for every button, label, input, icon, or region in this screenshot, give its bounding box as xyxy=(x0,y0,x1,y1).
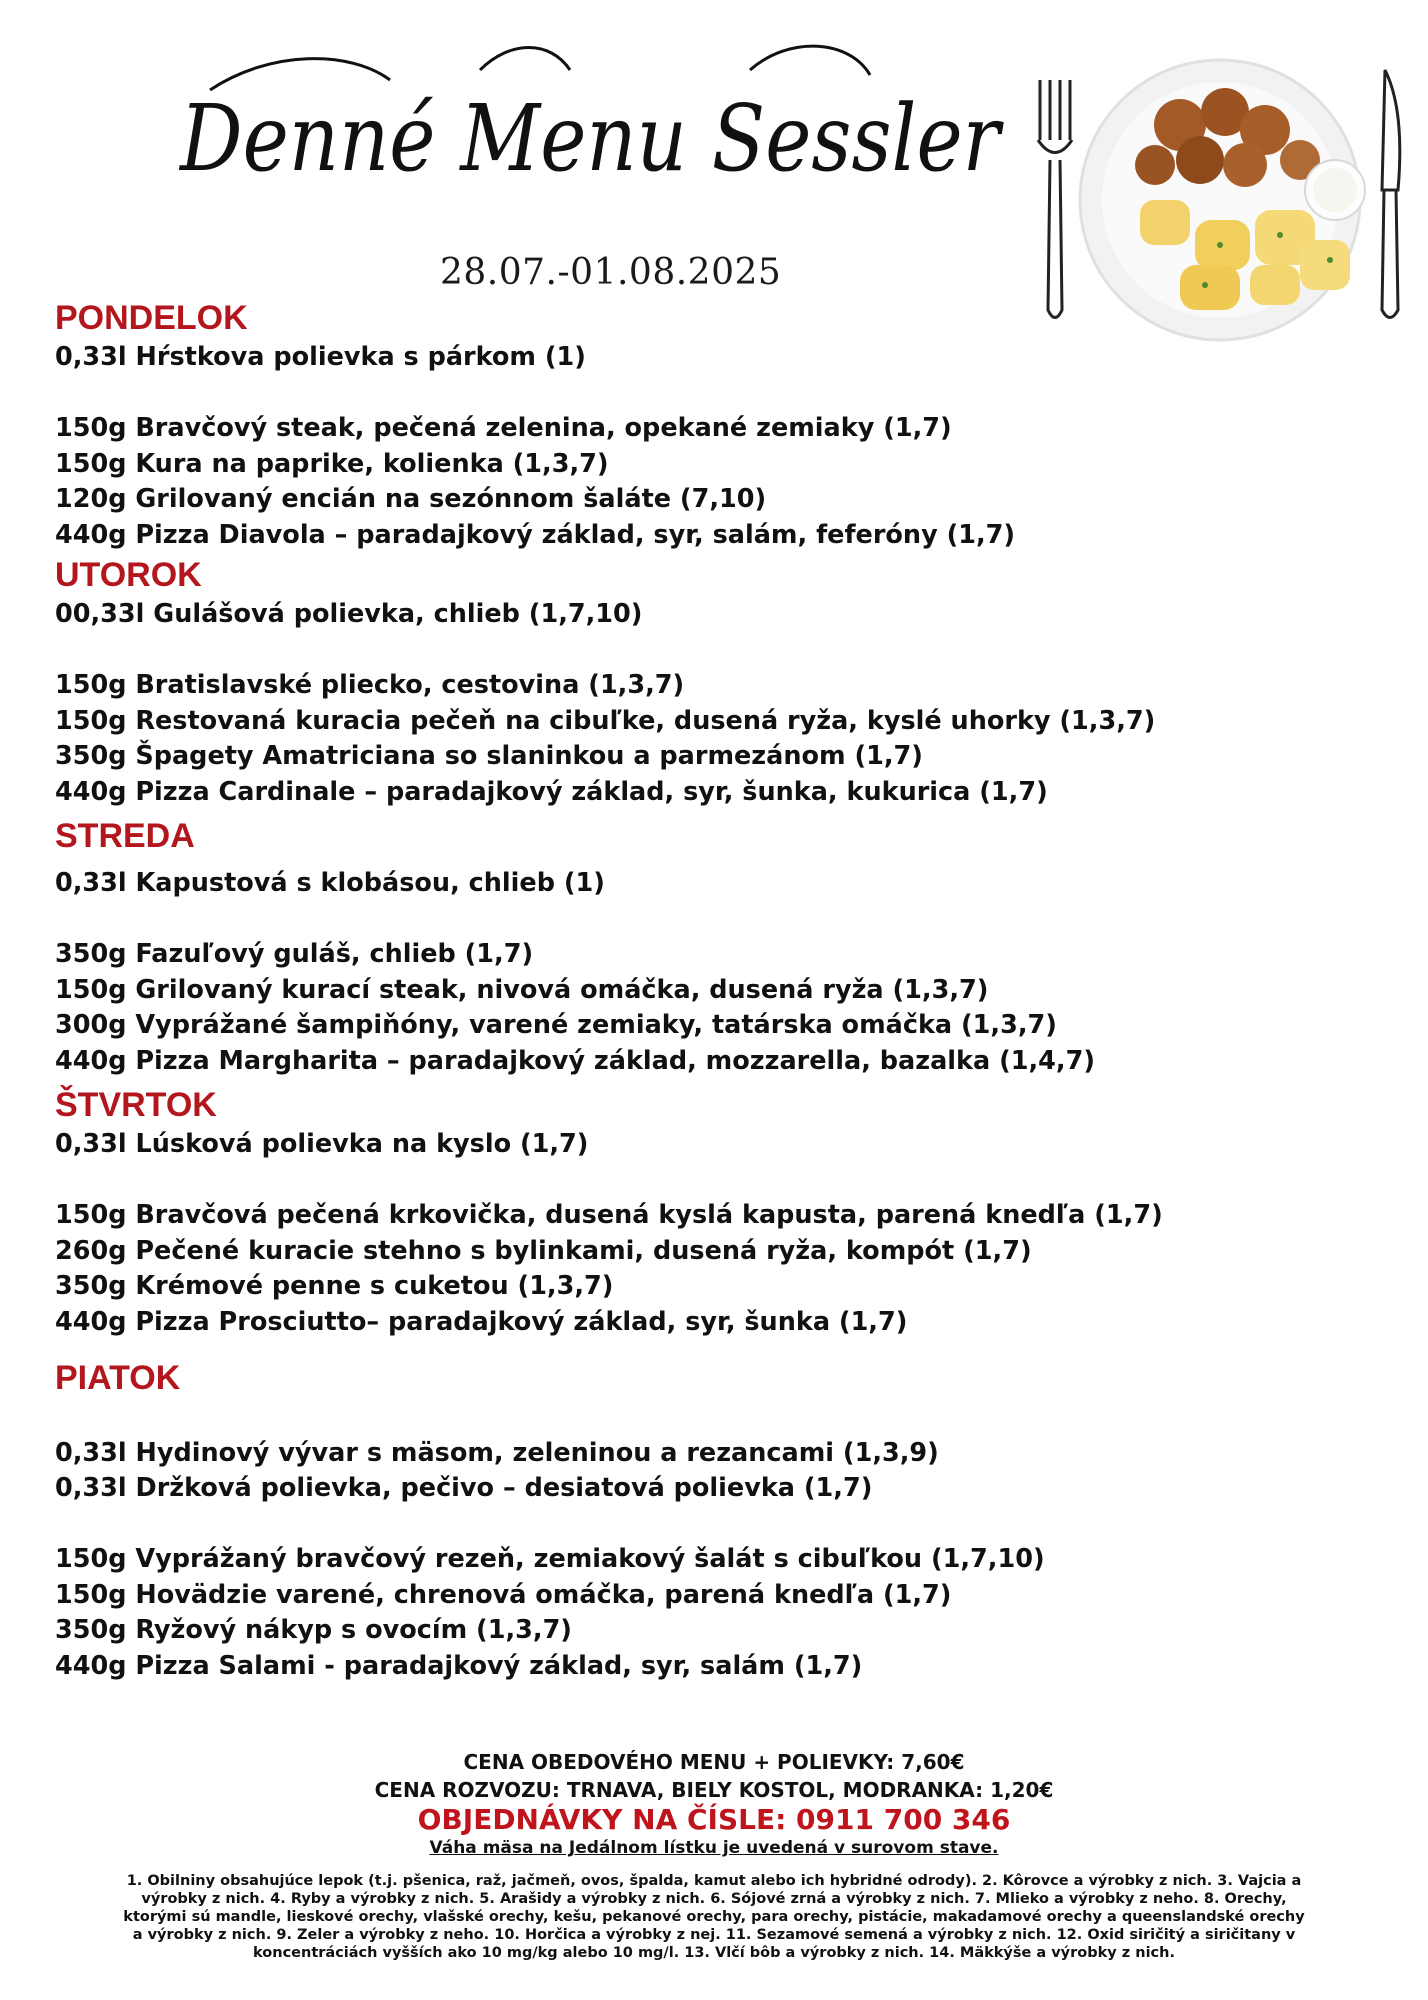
title-flourish-3 xyxy=(750,46,870,75)
menu-spacer xyxy=(55,902,1385,938)
menu-spacer xyxy=(55,1507,1385,1543)
price-footer xyxy=(100,1748,1328,1864)
menu-price: CENA OBEDOVÉHO MENU + POLIEVKY: 7,60€ xyxy=(463,1750,965,1774)
date-range: 28.07.-01.08.2025 xyxy=(440,252,782,293)
day-stvrtok xyxy=(55,1083,1385,1340)
menu-spacer xyxy=(55,633,1385,669)
menu-item: 350g Fazuľový guláš, chlieb (1,7) xyxy=(55,939,534,969)
menu-item: 0,33l Lúsková polievka na kyslo (1,7) xyxy=(55,1129,589,1159)
menu-item: 350g Špagety Amatriciana so slaninkou a parmezánom (1,7) xyxy=(55,741,923,771)
menu-item: 150g Restovaná kuracia pečeň na cibuľke, dusená ryža, kyslé uhorky (1,3,7) xyxy=(55,705,1156,736)
menu-item: 00,33l Gulášová polievka, chlieb (1,7,10) xyxy=(55,599,643,629)
allergen-list: 1. Obilniny obsahujúce lepok (t.j. pšenica, raž, jačmeň, ovos, špalda, kamut alebo ich hybridné odrody). 2. Kôrovce a výrobky z nich. 3. Vajcia a výrobky z nich. 4. Ryby a výrobky z nich. 5. Arašidy a výrobky z nich. 6. Sójové zrná a výrobky z nich. 7. Mlieko a výrobky z neho. 8. Orechy, ktorými sú mandle, lieskové orechy, vlašské orechy, kešu, pekanové orechy, para orechy, pistácie, makadamové orechy a queenslandské orechy a výrobky z nich. 9. Zeler a výrobky z neho. 10. Horčica a výrobky z nej. 11. Sezamové semená a výrobky z nich. 12. Oxid siričitý a siričitany v koncentráciách vyšších ako 10 mg/kg alebo 10 mg/l. 13. Vlčí bôb a výrobky z nich. 14. Mäkkýše a výrobky z nich. xyxy=(123,1873,1305,1961)
menu-item: 150g Grilovaný kurací steak, nivová omáčka, dusená ryža (1,3,7) xyxy=(55,974,989,1005)
menu-item: 440g Pizza Diavola – paradajkový základ, syr, salám, feferóny (1,7) xyxy=(55,519,1016,550)
delivery-price: CENA ROZVOZU: TRNAVA, BIELY KOSTOL, MODRANKA: 1,20€ xyxy=(374,1778,1054,1802)
menu-item: 150g Hovädzie varené, chrenová omáčka, parená knedľa (1,7) xyxy=(55,1579,952,1610)
menu-item: 350g Krémové penne s cuketou (1,3,7) xyxy=(55,1271,614,1301)
day-name: ŠTVRTOK xyxy=(55,1086,217,1124)
weight-note: Váha mäsa na Jedálnom lístku je uvedená v surovom stave. xyxy=(429,1838,999,1858)
menu-spacer xyxy=(55,1163,1385,1199)
menu-item: 150g Bravčová pečená krkovička, dusená kyslá kapusta, parená knedľa (1,7) xyxy=(55,1200,1163,1230)
day-pondelok xyxy=(55,296,1385,553)
menu-item: 440g Pizza Prosciutto– paradajkový základ, syr, šunka (1,7) xyxy=(55,1306,908,1337)
day-name: UTOROK xyxy=(55,556,202,594)
menu-item: 260g Pečené kuracie stehno s bylinkami, dusená ryža, kompót (1,7) xyxy=(55,1235,1032,1266)
menu-spacer xyxy=(55,1400,1385,1436)
menu-item: 350g Ryžový nákyp s ovocím (1,3,7) xyxy=(55,1615,572,1645)
menu-item: 300g Vyprážané šampiňóny, varené zemiaky, tatárska omáčka (1,3,7) xyxy=(55,1010,1057,1040)
day-name: PIATOK xyxy=(55,1359,181,1397)
menu-item: 440g Pizza Salami - paradajkový základ, syr, salám (1,7) xyxy=(55,1650,863,1681)
menu-item: 0,33l Hydinový vývar s mäsom, zeleninou a rezancami (1,3,9) xyxy=(55,1437,939,1468)
menu-title-text: Denné Menu Sessler xyxy=(178,85,1005,192)
menu-spacer xyxy=(55,376,1385,412)
menu-item: 440g Pizza Margharita – paradajkový základ, mozzarella, bazalka (1,4,7) xyxy=(55,1045,1095,1076)
day-name: PONDELOK xyxy=(55,299,248,337)
menu-item: 150g Bratislavské pliecko, cestovina (1,3,7) xyxy=(55,670,685,700)
day-name: STREDA xyxy=(55,817,195,855)
menu-title xyxy=(150,30,1030,240)
menu-item: 440g Pizza Cardinale – paradajkový základ, syr, šunka, kukurica (1,7) xyxy=(55,776,1048,807)
weekly-menu xyxy=(55,296,1385,1684)
day-utorok xyxy=(55,553,1385,810)
fork-icon xyxy=(1038,80,1072,318)
day-streda xyxy=(55,814,1385,1079)
title-flourish-2 xyxy=(480,48,570,71)
menu-item: 0,33l Držková polievka, pečivo – desiatová polievka (1,7) xyxy=(55,1473,873,1503)
menu-item: 150g Bravčový steak, pečená zelenina, opekané zemiaky (1,7) xyxy=(55,413,952,443)
menu-item: 0,33l Hŕstkova polievka s párkom (1) xyxy=(55,342,586,372)
menu-item: 120g Grilovaný encián na sezónnom šaláte (7,10) xyxy=(55,484,767,514)
order-phone: OBJEDNÁVKY NA ČÍSLE: 0911 700 346 xyxy=(417,1803,1011,1836)
day-piatok xyxy=(55,1356,1385,1684)
knife-icon xyxy=(1382,70,1400,318)
menu-item: 150g Vyprážaný bravčový rezeň, zemiakový šalát s cibuľkou (1,7,10) xyxy=(55,1544,1045,1574)
menu-item: 150g Kura na paprike, kolienka (1,3,7) xyxy=(55,448,609,479)
menu-item: 0,33l Kapustová s klobásou, chlieb (1) xyxy=(55,868,605,898)
